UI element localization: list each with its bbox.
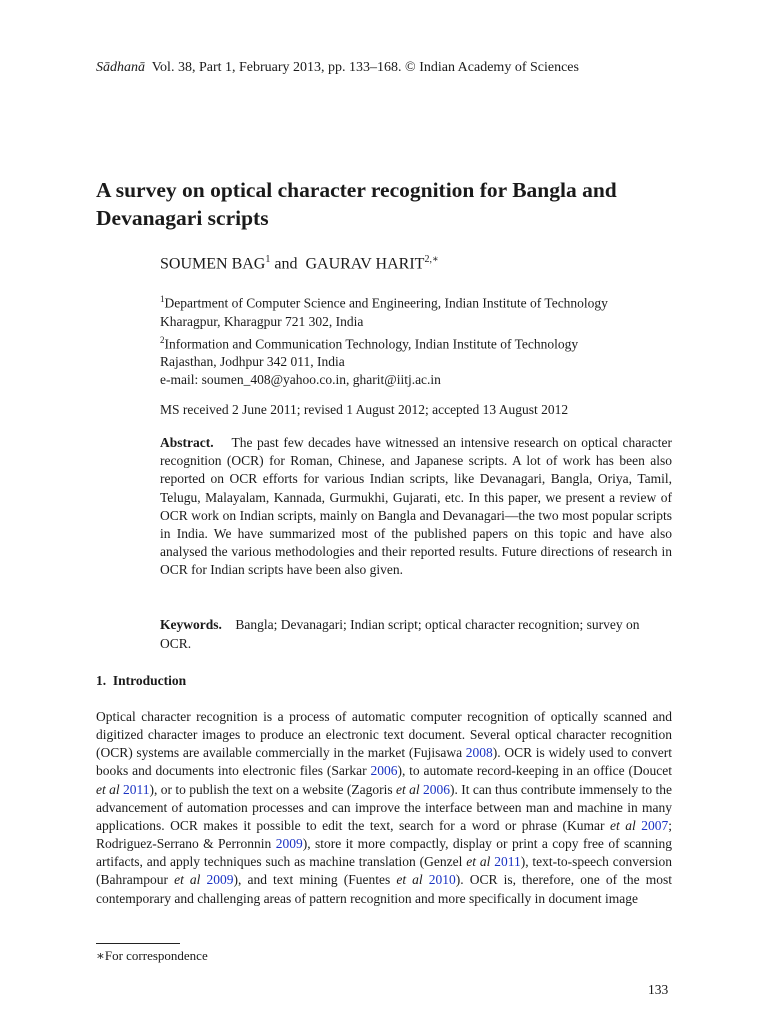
citation-link[interactable]: 2006	[423, 781, 450, 797]
affiliation-2-line-2: Rajasthan, Jodhpur 342 011, India	[160, 354, 345, 369]
footnote-divider	[96, 943, 180, 944]
section-heading	[96, 673, 186, 689]
paper-title: A survey on optical character recognition for Bangla and Devanagari scripts	[96, 178, 617, 230]
citation-link[interactable]: 2009	[275, 836, 303, 852]
affiliation-text: Information and Communication Technology, Indian Institute of Technology	[164, 336, 579, 351]
abstract-label: Abstract.	[160, 435, 214, 450]
publisher: Indian Academy of Sciences	[419, 60, 579, 75]
body-text: ), to automate record-keeping in an office (Doucet	[397, 763, 672, 779]
manuscript-dates: MS received 2 June 2011; revised 1 August 2012; accepted 13 August 2012	[160, 402, 569, 417]
citation-link[interactable]: 2011	[494, 854, 521, 870]
affiliation-2-line-1	[160, 331, 700, 354]
abstract	[160, 434, 672, 580]
citation-link[interactable]: 2010	[428, 872, 456, 888]
body-text: ). It can thus contribute immensely to the advancement of automation processes and can improve the interface between man and machine in many applications. OCR makes it possible to edit the text, search for a word or phrase (Kumar	[96, 781, 673, 833]
body-text: ). OCR is, therefore, one of the most contemporary and challenging areas of pattern recognition and more specifically in document image	[96, 872, 672, 906]
et-al: et al	[96, 781, 120, 797]
keywords-label: Keywords.	[160, 617, 222, 632]
keywords-text: Bangla; Devanagari; Indian script; optical character recognition; survey on OCR.	[160, 617, 640, 651]
affiliation-1-line-1	[160, 290, 700, 313]
abstract-text: The past few decades have witnessed an intensive research on optical character recognition (OCR) for Roman, Chinese, and Japanese scripts. A lot of work has been also reported on OCR efforts for various Indian scripts, like Devanagari, Bangla, Oriya, Tamil, Telugu, Malayalam, Kannada, Gurmukhi, Gujarati, etc. In this paper, we present a review of OCR work on Indian scripts, mainly on Bangla and Devanagari—the two most popular scripts in India. We have summarized most of the published papers on this topic and have also analysed the various methodologies and their reported results. Future directions of research in OCR for Indian scripts have been also given.	[160, 435, 672, 578]
author-line	[160, 254, 439, 273]
footnote: ∗For correspondence	[96, 948, 208, 963]
citation-link[interactable]: 2011	[123, 781, 150, 797]
body-text: ; Rodriguez-Serrano & Perronnin	[96, 817, 672, 852]
introduction-paragraph	[96, 708, 672, 908]
et-al: et al	[609, 817, 636, 833]
et-al: et al	[466, 854, 491, 870]
et-al: et al	[174, 872, 201, 888]
citation-link[interactable]: 2006	[370, 763, 398, 779]
keywords	[160, 616, 672, 653]
citation-link[interactable]: 2007	[641, 817, 669, 833]
journal-name: Sādhanā	[96, 60, 145, 75]
et-al: et al	[395, 781, 420, 797]
affiliations	[160, 290, 700, 389]
body-text: ), or to publish the text on a website (Zagoris	[149, 781, 396, 797]
author-name: GAURAV HARIT	[305, 255, 425, 273]
section-number: 1.	[96, 673, 107, 688]
affiliation-text: Department of Computer Science and Engineering, Indian Institute of Technology	[164, 295, 608, 311]
et-al: et al	[396, 872, 423, 888]
citation: Vol. 38, Part 1, February 2013, pp. 133–168.	[151, 60, 402, 75]
affiliation-marker: 2,∗	[424, 254, 439, 265]
body-text: ), store it more compactly, display or print a copy free of scanning artifacts, and apply techniques such as machine translation (Genzel	[96, 836, 672, 870]
affiliation-marker: 1	[265, 254, 271, 265]
citation-link[interactable]: 2008	[465, 745, 493, 761]
section-title: Introduction	[112, 673, 187, 688]
affiliation-marker: 1	[160, 294, 165, 304]
running-header	[96, 60, 579, 76]
body-text: ), text-to-speech conversion (Bahrampour	[96, 854, 672, 888]
body-text: ), and text mining (Fuentes	[233, 872, 397, 888]
affiliation-1-line-2: Kharagpur, Kharagpur 721 302, India	[160, 313, 364, 329]
author-name: SOUMEN BAG	[160, 255, 266, 273]
copyright-icon: ©	[405, 60, 416, 75]
body-text: ). OCR is widely used to convert books and documents into electronic files (Sarkar	[96, 745, 672, 779]
citation-link[interactable]: 2009	[206, 872, 234, 888]
body-text: Optical character recognition is a process of automatic computer recognition of optically scanned and digitized character images to produce an electronic text document. Several optical character recognition (OCR) systems are available commercially in the market (Fujisawa	[96, 709, 672, 761]
email-line: e-mail: soumen_408@yahoo.co.in, gharit@iitj.ac.in	[160, 372, 441, 387]
page-number: 133	[648, 982, 669, 997]
affiliation-marker: 2	[160, 334, 165, 345]
author-conjunction: and	[274, 255, 298, 273]
